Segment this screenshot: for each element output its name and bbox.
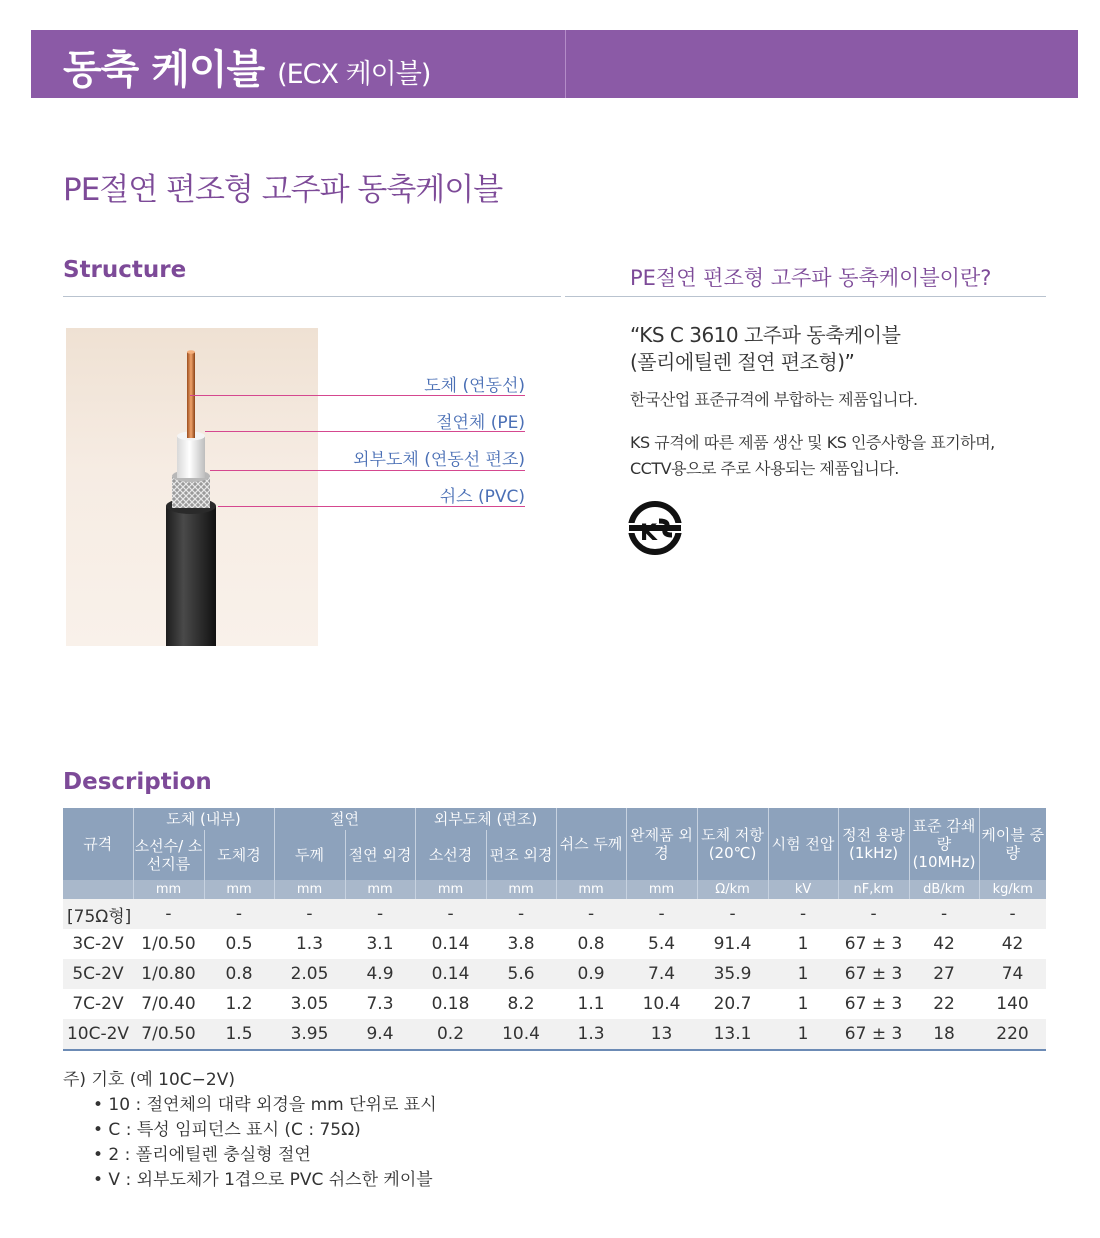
table-cell: 1 — [768, 1019, 838, 1050]
table-cell: 7.4 — [626, 959, 697, 989]
table-cell: 1/0.80 — [133, 959, 204, 989]
unit-cell: Ω/km — [697, 880, 768, 899]
table-cell: 1/0.50 — [133, 929, 204, 959]
unit-cell: nF,km — [838, 880, 909, 899]
note-item: • C : 특성 임피던스 표시 (C : 75Ω) — [93, 1120, 361, 1140]
unit-cell: kV — [768, 880, 838, 899]
table-cell: - — [274, 899, 345, 929]
table-cell: - — [697, 899, 768, 929]
col-group-outer-conductor: 외부도체 (편조) — [415, 808, 556, 830]
note-item: • 2 : 폴리에틸렌 충실형 절연 — [93, 1145, 311, 1165]
unit-cell: mm — [204, 880, 274, 899]
unit-cell: mm — [274, 880, 345, 899]
table-cell: 7/0.50 — [133, 1019, 204, 1050]
col-braid-od: 편조 외경 — [486, 830, 556, 880]
title-banner — [31, 30, 1078, 98]
col-capacitance: 정전 용량 (1kHz) — [838, 808, 909, 880]
unit-cell: mm — [345, 880, 415, 899]
table-cell: - — [768, 899, 838, 929]
unit-cell: mm — [486, 880, 556, 899]
table-cell: 0.5 — [204, 929, 274, 959]
table-cell: - — [979, 899, 1046, 929]
table-row — [63, 899, 1046, 929]
unit-cell: mm — [415, 880, 486, 899]
col-insulation-od: 절연 외경 — [345, 830, 415, 880]
label-sheath: 쉬스 (PVC) — [439, 487, 525, 507]
table-cell: 140 — [979, 989, 1046, 1019]
table-cell: 1.1 — [556, 989, 626, 1019]
table-cell: 2.05 — [274, 959, 345, 989]
spec-table — [63, 808, 1046, 1051]
table-cell: - — [486, 899, 556, 929]
table-cell: 1 — [768, 989, 838, 1019]
table-cell: 10C-2V — [63, 1019, 133, 1050]
table-cell: 3C-2V — [63, 929, 133, 959]
page-title: PE절연 편조형 고주파 동축케이블 — [63, 172, 503, 208]
table-cell: - — [626, 899, 697, 929]
table-cell: 0.18 — [415, 989, 486, 1019]
table-cell: - — [133, 899, 204, 929]
cable-cross-section-icon — [66, 328, 318, 646]
table-cell: 1 — [768, 959, 838, 989]
structure-heading: Structure — [63, 257, 187, 283]
unit-cell: mm — [626, 880, 697, 899]
table-cell: 7.3 — [345, 989, 415, 1019]
label-insulation: 절연체 (PE) — [436, 413, 525, 433]
table-cell: 5C-2V — [63, 959, 133, 989]
banner-title — [63, 38, 430, 95]
table-cell: 42 — [909, 929, 979, 959]
table-cell: 20.7 — [697, 989, 768, 1019]
col-sheath-thickness: 쉬스 두께 — [556, 808, 626, 880]
table-cell: 8.2 — [486, 989, 556, 1019]
table-cell: 5.6 — [486, 959, 556, 989]
note-item: • V : 외부도체가 1겹으로 PVC 쉬스한 케이블 — [93, 1170, 433, 1190]
about-divider — [565, 296, 1046, 297]
col-conductor-diameter: 도체경 — [204, 830, 274, 880]
table-cell: 9.4 — [345, 1019, 415, 1050]
about-paragraph-2-line2: CCTV용으로 주로 사용되는 제품입니다. — [630, 459, 899, 478]
table-cell: - — [556, 899, 626, 929]
table-cell: 1.5 — [204, 1019, 274, 1050]
about-heading: PE절연 편조형 고주파 동축케이블이란? — [630, 266, 992, 290]
table-cell: 91.4 — [697, 929, 768, 959]
note-item: • 10 : 절연체의 대략 외경을 mm 단위로 표시 — [93, 1095, 437, 1115]
table-cell: 0.14 — [415, 959, 486, 989]
table-cell: 5.4 — [626, 929, 697, 959]
banner-divider — [565, 30, 566, 98]
ks-mark-icon — [626, 499, 684, 561]
table-cell: 7/0.40 — [133, 989, 204, 1019]
about-paragraph-1: 한국산업 표준규격에 부합하는 제품입니다. — [630, 390, 918, 409]
table-cell: 3.8 — [486, 929, 556, 959]
table-cell: 13 — [626, 1019, 697, 1050]
table-cell: 27 — [909, 959, 979, 989]
table-cell: 67 ± 3 — [838, 989, 909, 1019]
ks-quote — [630, 322, 900, 376]
col-test-voltage: 시험 전압 — [768, 808, 838, 880]
about-paragraph-2 — [630, 430, 995, 482]
table-cell: 1 — [768, 929, 838, 959]
notes-title: 주) 기호 (예 10C−2V) — [63, 1070, 235, 1090]
spec-table-body — [63, 899, 1046, 1050]
table-cell: 4.9 — [345, 959, 415, 989]
col-strands: 소선수/ 소선지름 — [133, 830, 204, 880]
col-group-insulation: 절연 — [274, 808, 415, 830]
table-cell: [75Ω형] — [63, 899, 133, 929]
label-conductor: 도체 (연동선) — [424, 376, 525, 396]
table-cell: 3.05 — [274, 989, 345, 1019]
ks-quote-line2: (폴리에틸렌 절연 편조형)” — [630, 350, 855, 374]
table-cell: 10.4 — [486, 1019, 556, 1050]
col-attenuation: 표준 감쇄량 (10MHz) — [909, 808, 979, 880]
table-cell: 0.8 — [556, 929, 626, 959]
unit-cell: kg/km — [979, 880, 1046, 899]
ks-logo-letter: K — [640, 521, 658, 546]
table-row — [63, 929, 1046, 959]
col-wire-diameter: 소선경 — [415, 830, 486, 880]
table-cell: 10.4 — [626, 989, 697, 1019]
unit-cell — [63, 880, 133, 899]
table-cell: 67 ± 3 — [838, 959, 909, 989]
table-cell: 1.3 — [274, 929, 345, 959]
table-cell: 22 — [909, 989, 979, 1019]
ks-quote-line1: “KS C 3610 고주파 동축케이블 — [630, 323, 901, 347]
table-cell: 13.1 — [697, 1019, 768, 1050]
table-cell: - — [909, 899, 979, 929]
leader-line-outer-conductor — [210, 470, 525, 471]
table-cell: 0.9 — [556, 959, 626, 989]
table-cell: 74 — [979, 959, 1046, 989]
table-row — [63, 989, 1046, 1019]
table-cell: 18 — [909, 1019, 979, 1050]
table-cell: 0.2 — [415, 1019, 486, 1050]
table-cell: - — [204, 899, 274, 929]
structure-divider — [63, 296, 561, 297]
table-cell: 0.8 — [204, 959, 274, 989]
cable-photo — [66, 328, 318, 646]
table-cell: 1.2 — [204, 989, 274, 1019]
label-outer-conductor: 외부도체 (연동선 편조) — [353, 450, 525, 470]
table-row — [63, 959, 1046, 989]
unit-cell: mm — [556, 880, 626, 899]
table-cell: 1.3 — [556, 1019, 626, 1050]
table-cell: - — [415, 899, 486, 929]
table-cell: 67 ± 3 — [838, 1019, 909, 1050]
table-cell: 67 ± 3 — [838, 929, 909, 959]
table-cell: 7C-2V — [63, 989, 133, 1019]
about-paragraph-2-line1: KS 규격에 따른 제품 생산 및 KS 인증사항을 표기하며, — [630, 433, 995, 452]
col-overall-diameter: 완제품 외경 — [626, 808, 697, 880]
table-cell: - — [345, 899, 415, 929]
table-row — [63, 1019, 1046, 1050]
col-weight: 케이블 중량 — [979, 808, 1046, 880]
col-conductor-resistance: 도체 저항 (20℃) — [697, 808, 768, 880]
notes — [63, 1068, 437, 1193]
table-cell: 3.95 — [274, 1019, 345, 1050]
unit-cell: mm — [133, 880, 204, 899]
table-cell: 42 — [979, 929, 1046, 959]
table-cell: 35.9 — [697, 959, 768, 989]
col-spec: 규격 — [63, 808, 133, 880]
table-cell: 3.1 — [345, 929, 415, 959]
table-cell: - — [838, 899, 909, 929]
unit-cell: dB/km — [909, 880, 979, 899]
col-group-conductor: 도체 (내부) — [133, 808, 274, 830]
col-insulation-thickness: 두께 — [274, 830, 345, 880]
table-cell: 0.14 — [415, 929, 486, 959]
description-heading: Description — [63, 769, 212, 795]
banner-subtitle: (ECX 케이블) — [277, 59, 431, 90]
table-cell: 220 — [979, 1019, 1046, 1050]
banner-title-text: 동축 케이블 — [63, 47, 265, 93]
units-row — [63, 880, 1046, 899]
